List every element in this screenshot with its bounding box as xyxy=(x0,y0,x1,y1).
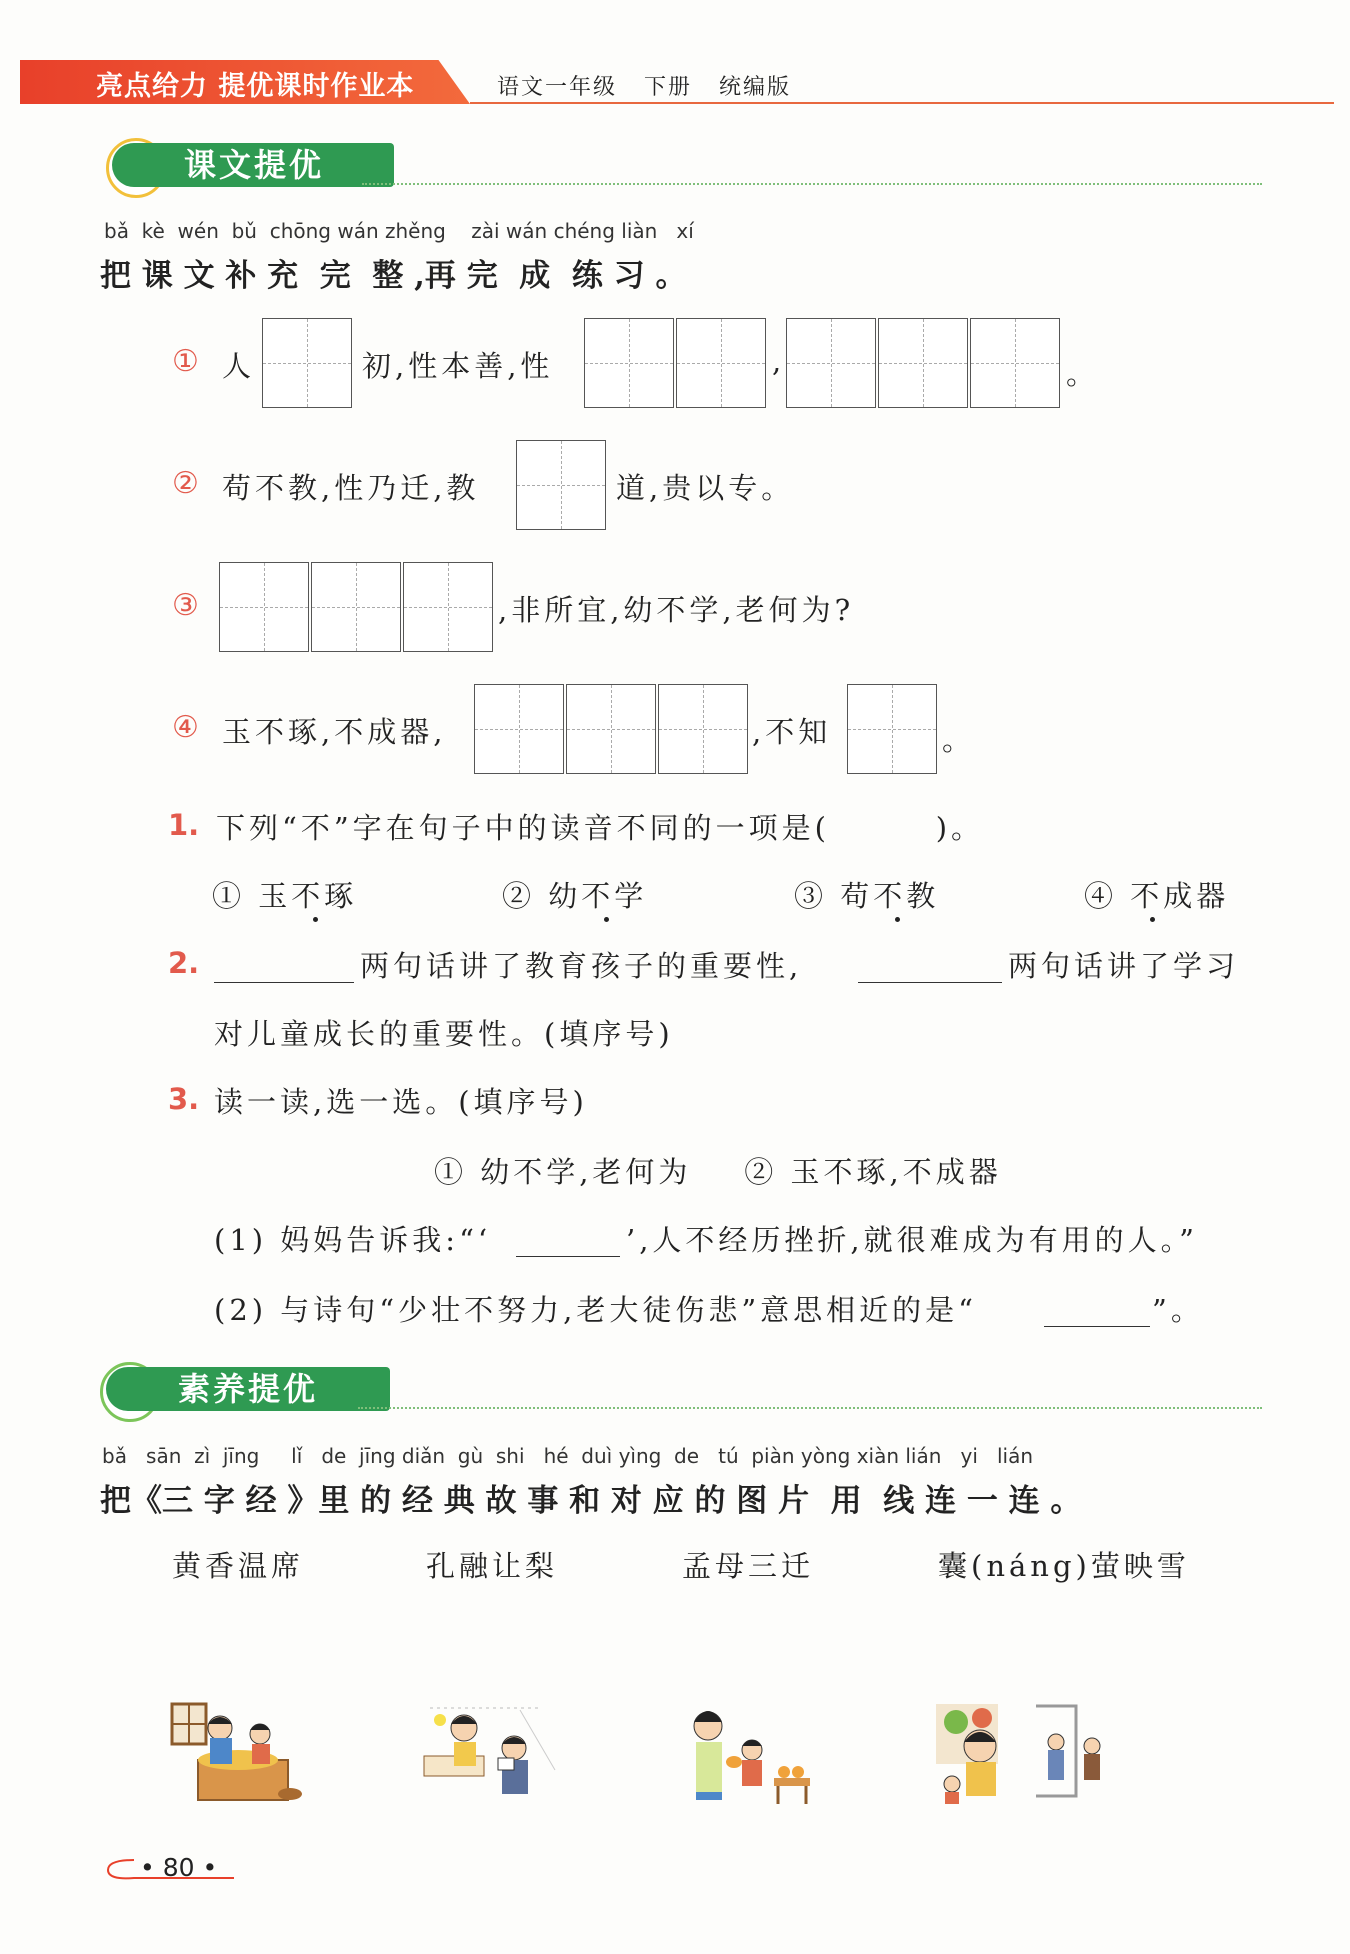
option-b[interactable]: ② 幼不学 xyxy=(502,879,648,913)
question-text: 两句话讲了学习 xyxy=(1008,949,1240,983)
verse-text: , xyxy=(772,344,786,378)
verse-text: 道,贵以专。 xyxy=(616,471,795,505)
question-number: 2. xyxy=(168,946,200,980)
verse-text: 玉不琢,不成器, xyxy=(222,715,447,749)
illustration-mencius-mother[interactable] xyxy=(676,1700,816,1810)
instruction-pinyin: bǎ sān zì jīng lǐ de jīng diǎn gù shi hé duì yìng de tú piàn yòng xiàn lián yi lián xyxy=(102,1444,1033,1468)
option-d[interactable]: ④ 不成器 xyxy=(1084,879,1230,913)
illustration-sharing-pears[interactable] xyxy=(420,1700,560,1810)
question-text: (1) 妈妈告诉我:“‘ xyxy=(214,1223,492,1257)
question-text: 对儿童成长的重要性。(填序号) xyxy=(214,1017,674,1051)
illustration-warming-bed[interactable] xyxy=(168,1700,308,1810)
header-brand: 亮点给力 提优课时作业本 xyxy=(96,71,415,102)
section-divider xyxy=(362,183,1262,185)
question-number: 1. xyxy=(168,808,200,842)
answer-box[interactable] xyxy=(262,318,352,408)
emphasis-dot xyxy=(313,917,318,922)
answer-box[interactable] xyxy=(786,318,876,408)
page-number: • 80 • xyxy=(140,1853,218,1882)
answer-box[interactable] xyxy=(878,318,968,408)
verse-text: 。 xyxy=(942,723,976,757)
question-text: 下列“不”字在句子中的读音不同的一项是( )。 xyxy=(216,811,985,845)
instruction-pinyin: bǎ kè wén bǔ chōng wán zhěng zài wán chéng liàn xí xyxy=(104,219,694,243)
answer-box[interactable] xyxy=(847,684,937,774)
verse-text: 苟不教,性乃迁,教 xyxy=(222,471,480,505)
emphasis-dot xyxy=(1150,917,1155,922)
verse-text: 初,性本善,性 xyxy=(362,349,554,383)
story-label[interactable]: 孔融让梨 xyxy=(426,1549,559,1583)
verse-text: ,不知 xyxy=(752,715,832,749)
verse-text: ,非所宜,幼不学,老何为? xyxy=(498,593,855,627)
answer-box[interactable] xyxy=(970,318,1060,408)
answer-box[interactable] xyxy=(676,318,766,408)
question-number: 3. xyxy=(168,1082,200,1116)
answer-blank[interactable] xyxy=(516,1256,620,1257)
emphasis-dot xyxy=(895,917,900,922)
answer-box[interactable] xyxy=(516,440,606,530)
story-label[interactable]: 囊(náng)萤映雪 xyxy=(938,1549,1190,1583)
question-text: (2) 与诗句“少壮不努力,老大徒伤悲”意思相近的是“ xyxy=(214,1293,977,1327)
option-a[interactable]: ① 玉不琢 xyxy=(212,879,358,913)
answer-blank[interactable] xyxy=(858,982,1002,983)
header-subtitle: 语文一年级 下册 统编版 xyxy=(497,75,791,100)
answer-box[interactable] xyxy=(219,562,309,652)
answer-box[interactable] xyxy=(311,562,401,652)
instruction-text: 把《三 字 经 》里 的 经 典 故 事 和 对 应 的 图 片 用 线 连 一 连 。 xyxy=(100,1483,1082,1519)
verse-text: 。 xyxy=(1066,357,1100,391)
choice-list: ① 幼不学,老何为 ② 玉不琢,不成器 xyxy=(434,1155,1002,1189)
answer-box[interactable] xyxy=(403,562,493,652)
instruction-text: 把 课 文 补 充 完 整 ,再 完 成 练 习 。 xyxy=(100,258,687,294)
question-text: 读一读,选一选。(填序号) xyxy=(214,1085,588,1119)
line-number: ④ xyxy=(172,710,199,745)
line-number: ① xyxy=(172,344,199,379)
illustration-fireflies[interactable] xyxy=(936,1700,1116,1810)
question-text: ’,人不经历挫折,就很难成为有用的人。” xyxy=(626,1223,1198,1257)
answer-blank[interactable] xyxy=(214,982,354,983)
line-number: ③ xyxy=(172,588,199,623)
answer-box[interactable] xyxy=(566,684,656,774)
answer-box[interactable] xyxy=(474,684,564,774)
section-title-literacy: 素养提优 xyxy=(106,1367,390,1411)
answer-box[interactable] xyxy=(658,684,748,774)
question-text: 两句话讲了教育孩子的重要性, xyxy=(360,949,803,983)
verse-text: 人 xyxy=(222,349,256,383)
header-rule xyxy=(470,102,1334,104)
line-number: ② xyxy=(172,466,199,501)
story-label[interactable]: 黄香温席 xyxy=(172,1549,305,1583)
story-label[interactable]: 孟母三迁 xyxy=(682,1549,815,1583)
section-divider xyxy=(358,1407,1262,1409)
option-c[interactable]: ③ 苟不教 xyxy=(794,879,940,913)
section-title-lesson: 课文提优 xyxy=(112,143,394,187)
answer-blank[interactable] xyxy=(1044,1326,1150,1327)
emphasis-dot xyxy=(604,917,609,922)
question-text: ”。 xyxy=(1152,1293,1204,1327)
answer-box[interactable] xyxy=(584,318,674,408)
